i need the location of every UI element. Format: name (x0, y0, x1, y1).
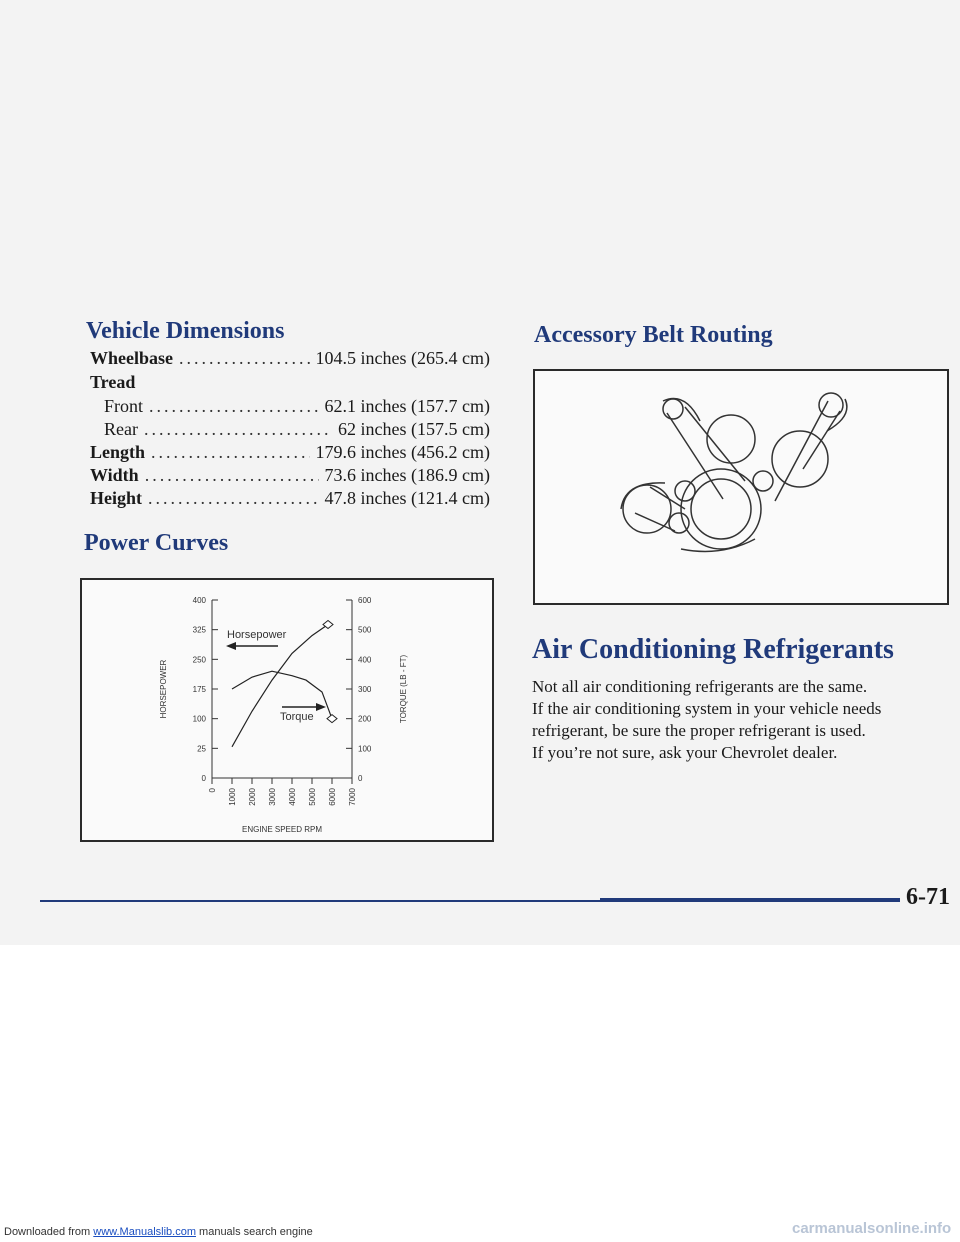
ac-line: refrigerant, be sure the proper refrigerant is used. (532, 721, 866, 740)
y2-tick-label: 200 (358, 714, 372, 724)
spec-label: Width (90, 465, 139, 485)
spec-row-front (104, 396, 490, 417)
pulley-small-right (753, 471, 773, 491)
y-tick-label: 25 (197, 744, 206, 754)
spec-row-tread (90, 372, 490, 393)
x-tick-label: 0 (208, 788, 217, 793)
pulley-top-right (819, 393, 843, 417)
y2-tick-label: 600 (358, 596, 372, 605)
y-tick-label: 250 (192, 655, 206, 665)
pulley-crank-inner (691, 479, 751, 539)
belt-routing-diagram (535, 371, 947, 603)
download-footer (4, 1226, 313, 1238)
series-label-torque: Torque (280, 711, 314, 723)
power-curves-heading: Power Curves (84, 530, 229, 556)
spec-row-wheelbase (90, 348, 490, 369)
accessory-belt-heading: Accessory Belt Routing (534, 322, 773, 348)
spec-label: Tread (90, 372, 136, 392)
x-tick-label: 6000 (328, 788, 337, 806)
spec-value: 62.1 inches (157.7 cm) (324, 396, 490, 416)
dot-leader (148, 488, 319, 509)
y-tick-label: 175 (192, 685, 206, 694)
x-tick-label: 5000 (308, 788, 317, 806)
spec-row-width (90, 465, 490, 486)
x-tick-label: 7000 (348, 788, 357, 806)
spec-label: Front (104, 396, 144, 416)
spec-label: Wheelbase (90, 348, 173, 368)
dot-leader (151, 442, 310, 463)
y-tick-label: 400 (192, 596, 206, 605)
download-suffix: manuals search engine (195, 1226, 313, 1238)
x-tick-label: 1000 (228, 788, 237, 806)
spec-row-length (90, 442, 490, 463)
torque-arrowhead (316, 703, 326, 711)
page-number: 6-71 (906, 884, 950, 910)
y2-tick-label: 300 (358, 685, 372, 694)
spec-label: Length (90, 442, 146, 462)
watermark-logo: carmanualsonline.info (792, 1220, 952, 1237)
vehicle-dimensions-heading: Vehicle Dimensions (86, 318, 285, 344)
pulley-small-lower (669, 513, 689, 533)
dot-leader (144, 419, 332, 440)
air-conditioning-paragraph (532, 676, 932, 764)
ac-line: If you’re not sure, ask your Chevrolet dealer. (532, 743, 838, 762)
y2-tick-label: 100 (358, 744, 372, 754)
y2-tick-label: 0 (358, 774, 363, 783)
ac-line: Not all air conditioning refrigerants are the same. (532, 677, 868, 696)
y2-tick-label: 500 (358, 625, 372, 635)
spec-label: Height (90, 488, 142, 508)
footer-band (0, 945, 960, 1242)
spec-label: Rear (104, 419, 138, 439)
y-tick-label: 0 (201, 774, 206, 783)
spec-value: 47.8 inches (121.4 cm) (324, 488, 490, 508)
air-conditioning-heading: Air Conditioning Refrigerants (532, 634, 894, 665)
belt-outer (621, 399, 847, 552)
spec-value: 104.5 inches (265.4 cm) (315, 348, 490, 368)
belt-routing-frame (533, 369, 949, 605)
pulley-top-center (707, 415, 755, 463)
pulley-idler-top-left (663, 399, 683, 419)
power-curves-chart (82, 580, 492, 840)
pulley-crank-outer (681, 469, 761, 549)
spec-value: 73.6 inches (186.9 cm) (324, 465, 490, 485)
dot-leader (145, 465, 319, 486)
horsepower-arrowhead (226, 642, 236, 650)
y-tick-label: 325 (192, 625, 206, 635)
series-end-marker (327, 715, 337, 723)
y2-tick-label: 400 (358, 655, 372, 665)
footer-rule-thick (600, 898, 900, 902)
spec-value: 179.6 inches (456.2 cm) (315, 442, 490, 462)
spec-row-rear (104, 419, 490, 440)
ac-line: If the air conditioning system in your vehicle needs (532, 699, 882, 718)
dot-leader (179, 348, 310, 369)
x-tick-label: 2000 (248, 788, 257, 806)
y2-axis-title: TORQUE (LB - FT) (399, 654, 408, 724)
dot-leader (149, 396, 319, 417)
x-tick-label: 3000 (268, 788, 277, 806)
spec-value: 62 inches (157.5 cm) (338, 419, 490, 439)
power-curves-chart-frame (80, 578, 494, 842)
download-prefix: Downloaded from (4, 1226, 94, 1238)
series-label-horsepower: Horsepower (227, 629, 287, 641)
x-axis-title: ENGINE SPEED RPM (241, 825, 323, 834)
pulley-right (772, 431, 828, 487)
x-tick-label: 4000 (288, 788, 297, 806)
belt-path (635, 401, 840, 531)
manualslib-link[interactable]: www.Manualslib.com (93, 1226, 196, 1238)
y-tick-label: 100 (192, 714, 206, 724)
spec-row-height (90, 488, 490, 509)
y-axis-title: HORSEPOWER (159, 659, 168, 719)
